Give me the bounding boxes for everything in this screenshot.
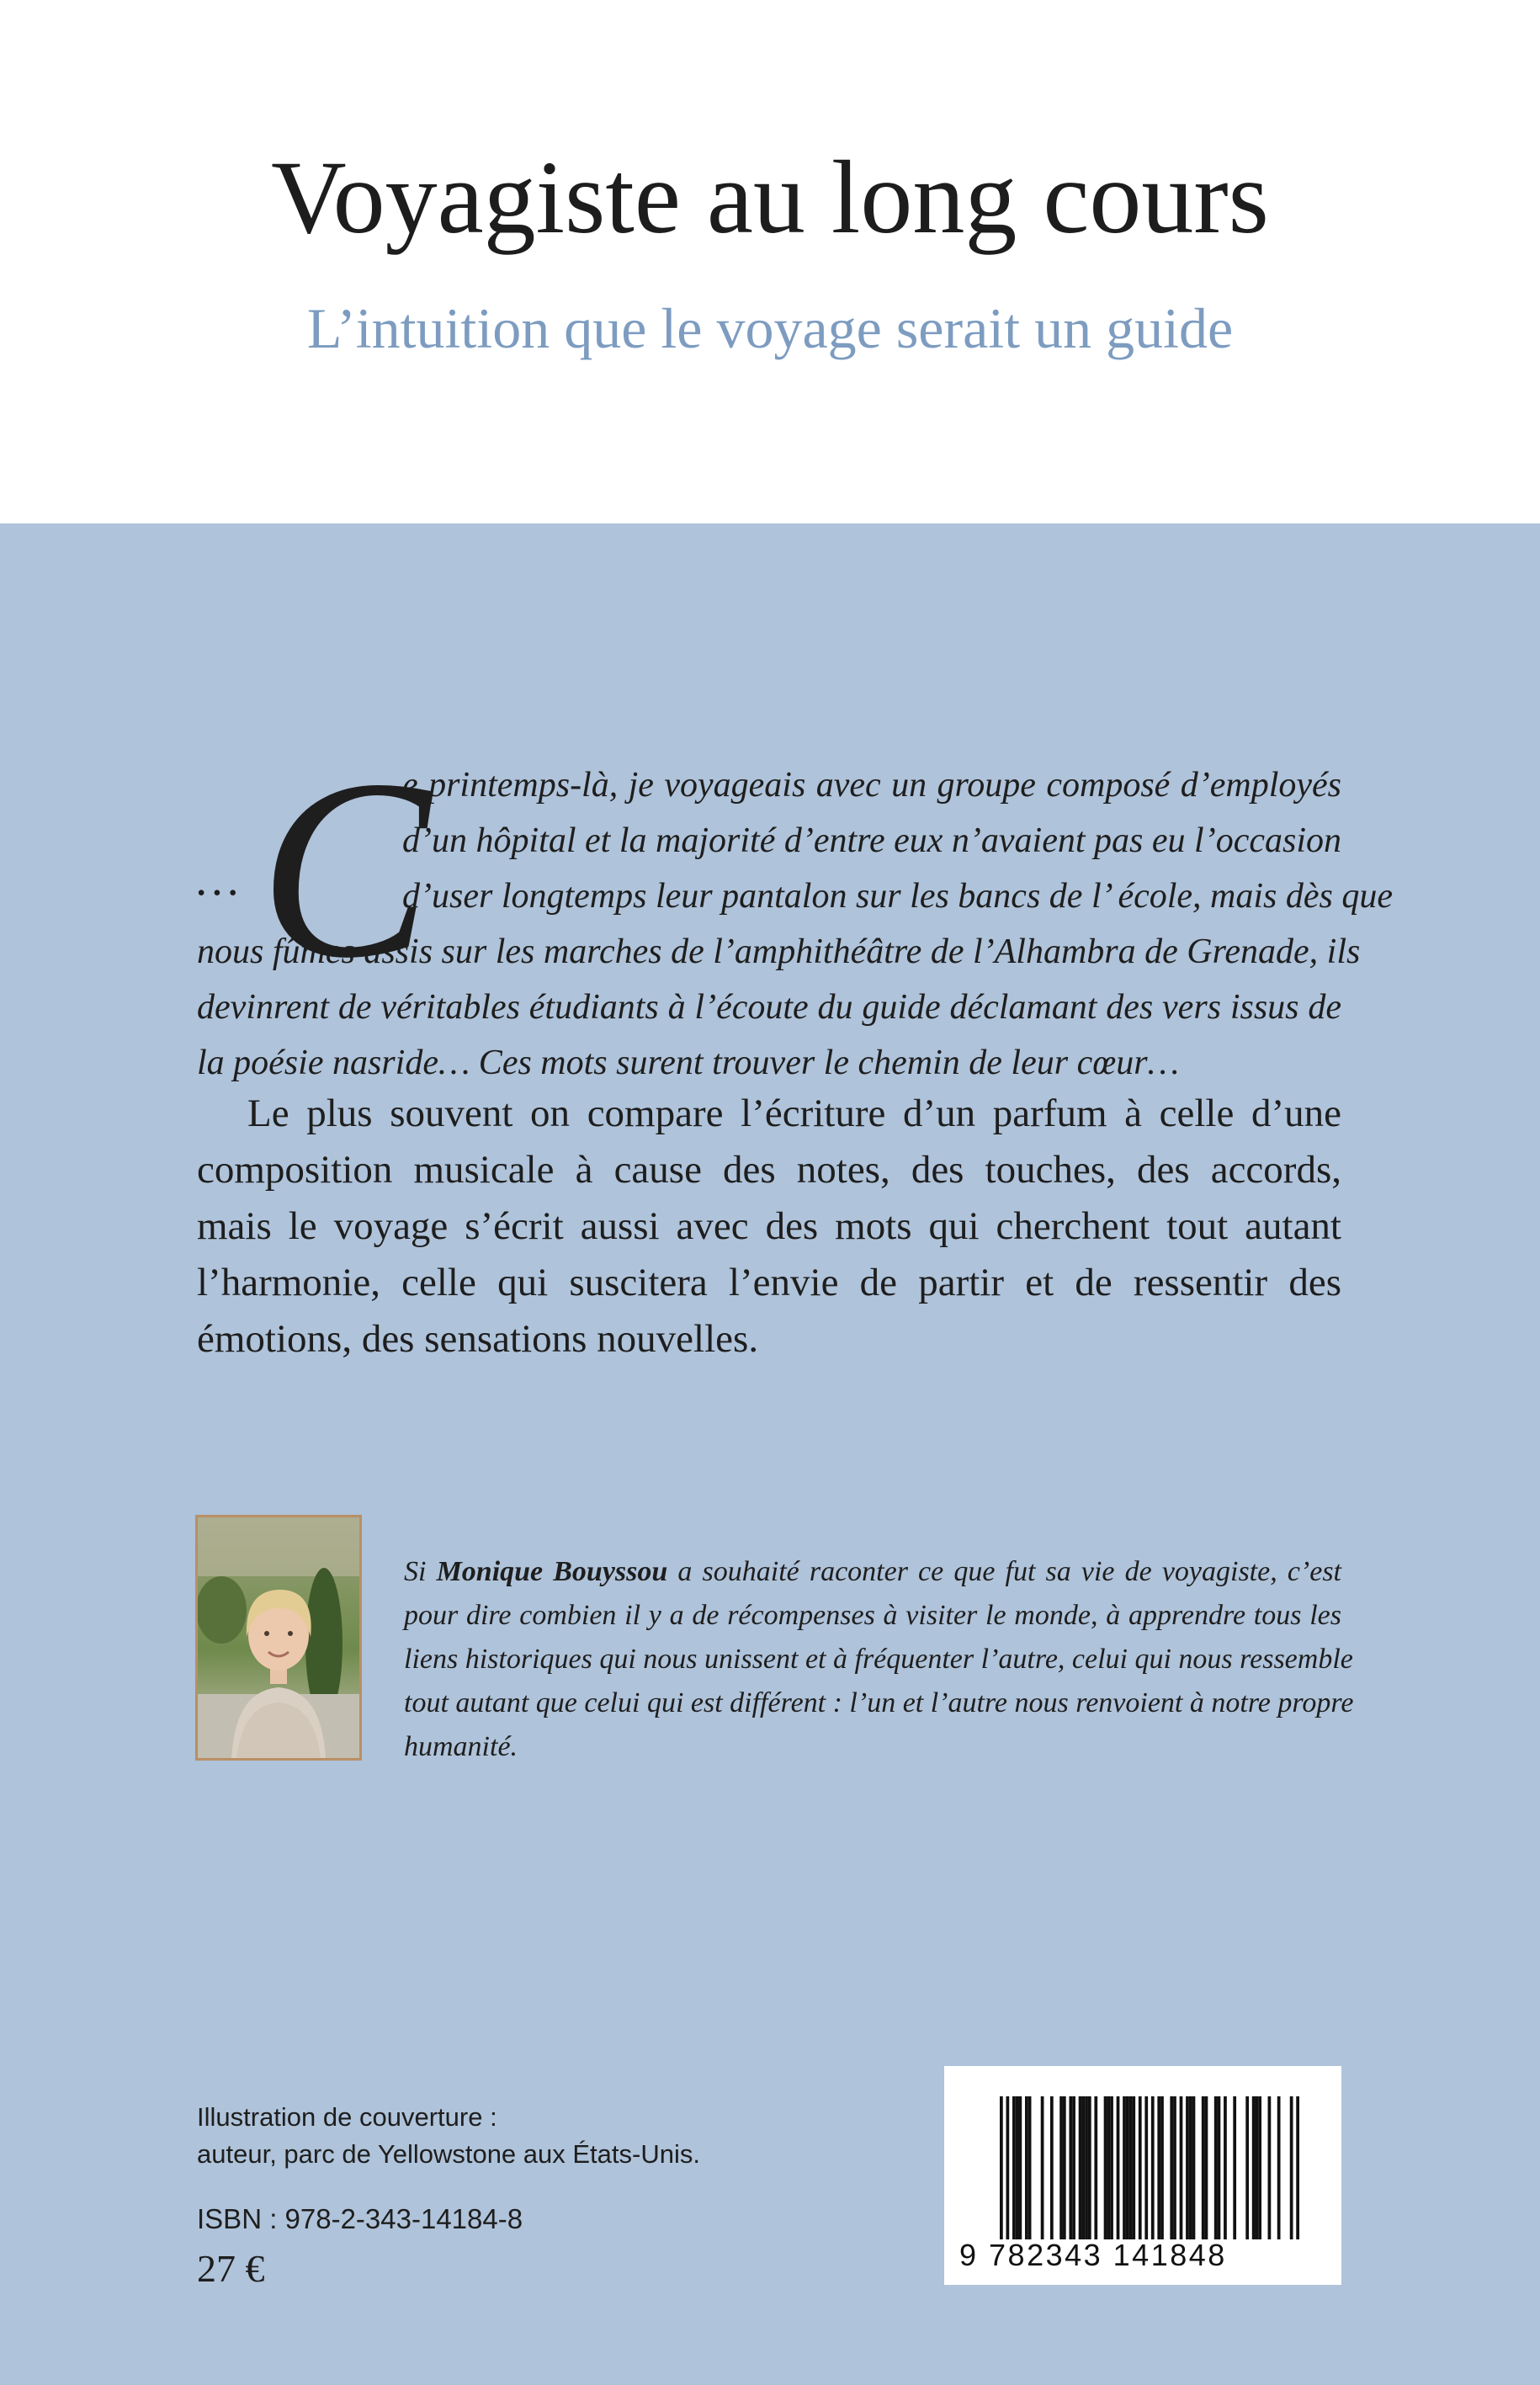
excerpt-line: e printemps-là, je voyageais avec un groupe composé d’employés <box>402 766 1341 805</box>
barcode-bar <box>1110 2096 1113 2239</box>
book-subtitle: L’intuition que le voyage serait un guide <box>306 296 1234 360</box>
barcode-bar <box>1224 2096 1227 2239</box>
barcode-bar <box>1245 2096 1249 2239</box>
barcode-bar <box>1170 2096 1173 2239</box>
bio-line: liens historiques qui nous unissent et à fréquenter l’autre, celui qui nous ressemble <box>404 1644 1353 1675</box>
book-title: Voyagiste au long cours <box>271 140 1269 255</box>
barcode-bar <box>1069 2096 1072 2239</box>
excerpt-line: la poésie nasride… Ces mots surent trouver le chemin de leur cœur… <box>197 1044 1179 1082</box>
barcode-bar <box>1088 2096 1091 2239</box>
barcode-bar <box>1144 2096 1148 2239</box>
barcode-bar <box>1186 2096 1189 2239</box>
barcode-bar <box>1085 2096 1088 2239</box>
credits-line-2: auteur, parc de Yellowstone aux États-Unis. <box>197 2139 700 2169</box>
barcode-bar <box>1025 2096 1028 2239</box>
barcode-bar <box>1205 2096 1208 2239</box>
barcode-bar <box>1079 2096 1082 2239</box>
barcode-bar <box>1189 2096 1192 2239</box>
barcode-bar <box>1129 2096 1133 2239</box>
bio-line: pour dire combien il y a de récompenses à visiter le monde, à apprendre tous les <box>404 1600 1341 1631</box>
barcode-bar <box>1028 2096 1032 2239</box>
barcode-bar <box>1018 2096 1022 2239</box>
barcode-bar <box>1214 2096 1218 2239</box>
author-portrait-image <box>198 1517 359 1758</box>
barcode-bar <box>1180 2096 1183 2239</box>
paragraph-line: émotions, des sensations nouvelles. <box>197 1317 759 1361</box>
bio-line: humanité. <box>404 1731 518 1762</box>
barcode-bar <box>1063 2096 1066 2239</box>
barcode-bar <box>1104 2096 1107 2239</box>
excerpt-line: nous fûmes assis sur les marches de l’amphithéâtre de l’Alhambra de Grenade, ils <box>197 932 1361 971</box>
barcode-bar <box>1107 2096 1110 2239</box>
barcode-bar <box>1123 2096 1126 2239</box>
barcode-bar <box>1157 2096 1160 2239</box>
barcode-bar <box>1059 2096 1063 2239</box>
author-name: Monique Bouyssou <box>436 1556 668 1587</box>
excerpt-line: d’un hôpital et la majorité d’entre eux n’avaient pas eu l’occasion <box>402 821 1341 860</box>
barcode-bar <box>1041 2096 1044 2239</box>
isbn-text: ISBN : 978-2-343-14184-8 <box>197 2203 523 2234</box>
barcode-bar <box>1233 2096 1236 2239</box>
barcode-bar <box>1290 2096 1293 2239</box>
barcode-bar <box>1218 2096 1221 2239</box>
cover-credits <box>197 2099 700 2173</box>
barcode-bar <box>1151 2096 1155 2239</box>
barcode-bar <box>1117 2096 1120 2239</box>
excerpt-ellipsis: … <box>197 853 244 906</box>
barcode <box>944 2066 1341 2285</box>
barcode-bar <box>1132 2096 1135 2239</box>
bio-line: tout autant que celui qui est différent : l’un et l’autre nous renvoient à notre propre <box>404 1687 1354 1718</box>
paragraph-line: l’harmonie, celle qui suscitera l’envie de partir et de ressentir des <box>197 1261 1341 1304</box>
bio-first-rest: a souhaité raconter ce que fut sa vie de voyagiste, c’est <box>667 1556 1342 1587</box>
barcode-bar <box>1072 2096 1075 2239</box>
barcode-bars <box>1000 2096 1299 2239</box>
barcode-bar <box>1277 2096 1281 2239</box>
paragraph-line: mais le voyage s’écrit aussi avec des mots qui cherchent tout autant <box>197 1204 1341 1248</box>
barcode-bar <box>1016 2096 1019 2239</box>
barcode-bar <box>1192 2096 1196 2239</box>
barcode-bar <box>1094 2096 1097 2239</box>
barcode-bar <box>1006 2096 1009 2239</box>
bio-line <box>404 1550 1341 1594</box>
barcode-bar <box>1000 2096 1003 2239</box>
credits-line-1: Illustration de couverture : <box>197 2102 497 2132</box>
barcode-bar <box>1252 2096 1256 2239</box>
price-text: 27 € <box>197 2247 265 2290</box>
paragraph-line: Le plus souvent on compare l’écriture d’un parfum à celle d’une <box>247 1092 1341 1135</box>
barcode-bar <box>1268 2096 1272 2239</box>
excerpt-line: d’user longtemps leur pantalon sur les bancs de l’ école, mais dès que <box>402 877 1394 916</box>
barcode-bar <box>1256 2096 1259 2239</box>
paragraph-line: composition musicale à cause des notes, des touches, des accords, <box>197 1148 1341 1192</box>
author-photo <box>195 1515 362 1761</box>
barcode-bar <box>1202 2096 1205 2239</box>
excerpt-line: devinrent de véritables étudiants à l’écoute du guide déclamant des vers issus de <box>197 988 1341 1027</box>
barcode-bar <box>1012 2096 1016 2239</box>
bio-prefix: Si <box>404 1556 437 1587</box>
barcode-digits: 9 782343 141848 <box>959 2238 1227 2272</box>
barcode-bar <box>1296 2096 1299 2239</box>
barcode-bar <box>1173 2096 1176 2239</box>
barcode-bar <box>1139 2096 1142 2239</box>
barcode-bar <box>1160 2096 1164 2239</box>
drop-cap: C <box>259 726 431 1011</box>
barcode-bar <box>1126 2096 1129 2239</box>
barcode-bar <box>1050 2096 1054 2239</box>
barcode-bar <box>1081 2096 1085 2239</box>
barcode-bar <box>1258 2096 1261 2239</box>
cover-header <box>0 0 1540 523</box>
